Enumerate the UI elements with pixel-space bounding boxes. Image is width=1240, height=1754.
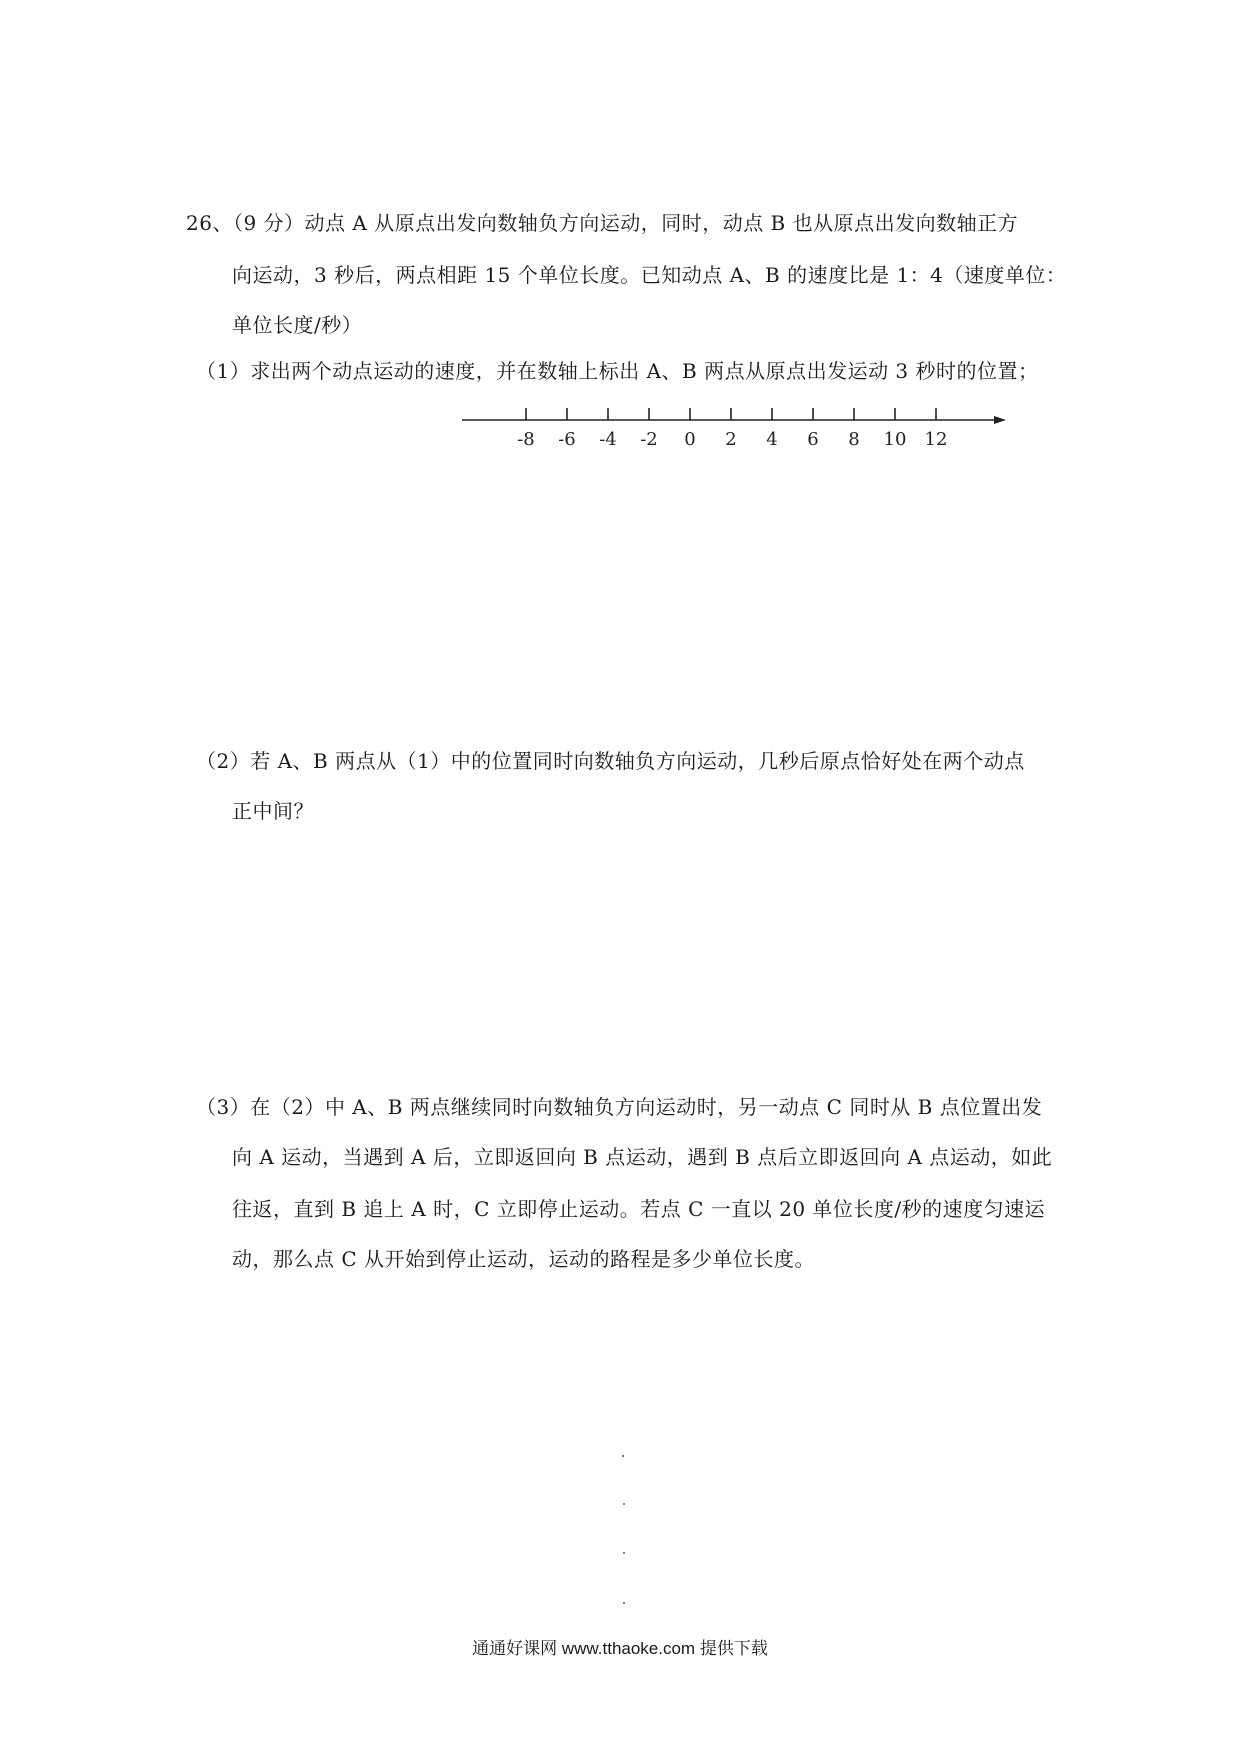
number-line-tick-label: -8	[517, 429, 535, 450]
problem-line-2: 向运动，3 秒后，两点相距 15 个单位长度。已知动点 A、B 的速度比是 1：4（速度单位：	[232, 263, 1067, 287]
part3-line-2: 向 A 运动，当遇到 A 后，立即返回向 B 点运动，遇到 B 点后立即返回向 A 点运动，如此	[232, 1145, 1053, 1169]
number-line-tick-label: 0	[684, 429, 696, 450]
number-line-tick-label: -4	[599, 429, 617, 450]
part3-line-1: （3）在（2）中 A、B 两点继续同时向数轴负方向运动时，另一动点 C 同时从 B 点位置出发	[196, 1095, 1043, 1119]
number-line-tick-label: 6	[807, 429, 819, 450]
problem-line-1: 26、（9 分）动点 A 从原点出发向数轴负方向运动，同时，动点 B 也从原点出发向数轴正方	[186, 211, 1019, 235]
number-line-tick-label: -2	[640, 429, 658, 450]
number-line-tick-label: 4	[766, 429, 778, 450]
part2-line-2: 正中间？	[232, 799, 314, 823]
scan-dot	[623, 1552, 625, 1554]
number-line	[462, 398, 1006, 458]
number-line-tick-label: 2	[725, 429, 737, 450]
scan-dot	[623, 1503, 625, 1505]
part2-line-1: （2）若 A、B 两点从（1）中的位置同时向数轴负方向运动，几秒后原点恰好处在两个动点	[196, 749, 1025, 773]
part1-line-1: （1）求出两个动点运动的速度，并在数轴上标出 A、B 两点从原点出发运动 3 秒时的位置；	[196, 359, 1039, 383]
number-line-tick-label: 8	[848, 429, 860, 450]
number-line-tick-label: 12	[924, 429, 948, 450]
part3-line-3: 往返，直到 B 追上 A 时，C 立即停止运动。若点 C 一直以 20 单位长度/秒的速度匀速运	[232, 1197, 1046, 1221]
footer-text: 通通好课网 www.tthaoke.com 提供下载	[472, 1639, 768, 1658]
number-line-labels	[517, 429, 947, 450]
number-line-arrow	[994, 416, 1006, 424]
number-line-tick-label: -6	[558, 429, 576, 450]
problem-line-3: 单位长度/秒）	[232, 313, 363, 337]
scan-dot	[622, 1455, 624, 1457]
number-line-ticks	[526, 408, 936, 420]
number-line-svg	[462, 398, 1006, 458]
part3-line-4: 动，那么点 C 从开始到停止运动，运动的路程是多少单位长度。	[232, 1247, 816, 1271]
scan-dot	[623, 1602, 625, 1604]
number-line-tick-label: 10	[883, 429, 907, 450]
